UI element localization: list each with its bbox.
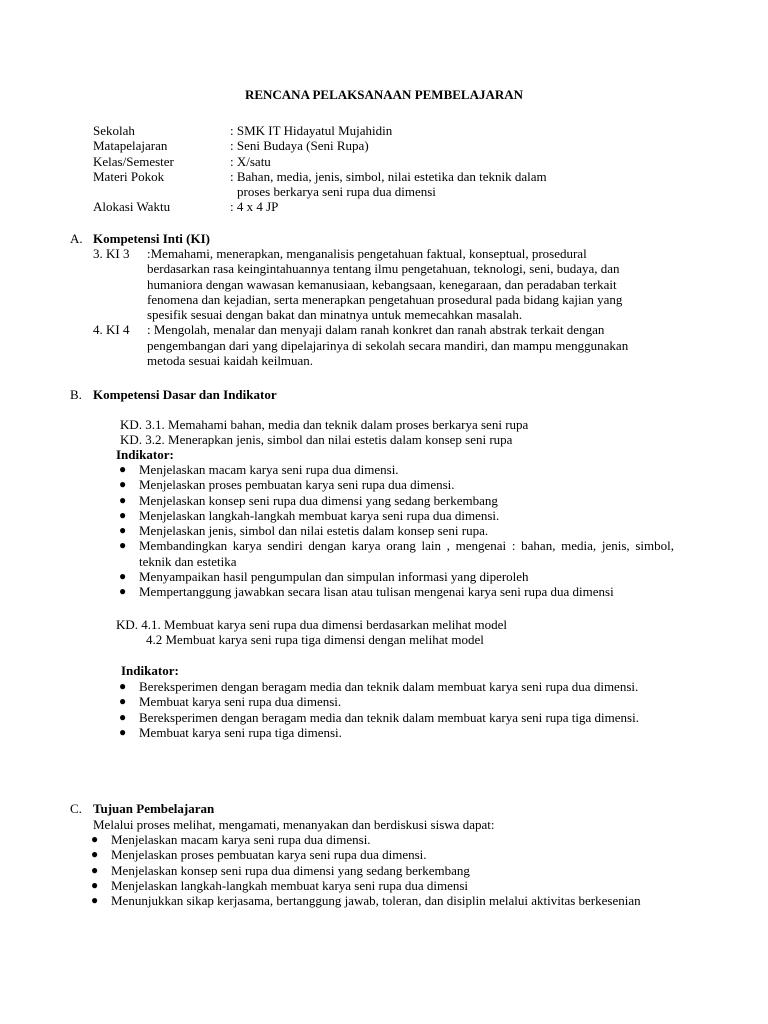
identity-label: Kelas/Semester [93,153,174,169]
bullet-icon: ● [119,492,127,507]
section-letter: A. [70,231,83,246]
section-b-heading [70,387,277,402]
list-item [88,878,674,893]
identity-row-kelas-semester [93,154,590,169]
document-title: RENCANA PELAKSANAAN PEMBELAJARAN [244,87,524,102]
section-letter: B. [70,387,82,402]
ki-number: 4. KI 4 [93,322,130,338]
section-a-heading [70,231,210,246]
bullet-icon: ● [91,832,99,846]
bullet-icon: ● [91,862,99,877]
list-item [116,710,640,725]
identity-value-continuation: proses berkarya seni rupa dua dimensi [237,184,436,200]
indikator-label: Indikator: [116,447,174,462]
bullet-icon: ● [119,462,127,476]
identity-row-matapelajaran [93,138,590,153]
list-item-text: Menjelaskan macam karya seni rupa dua dimensi. [139,462,399,477]
ki-text-line: metoda sesuai kaidah keilmuan. [147,353,314,369]
indikator-label: Indikator: [121,663,179,678]
list-item-text: Membandingkan karya sendiri dengan karya orang lain , mengenai : bahan, media, jenis, simbol, teknik dan estetika [139,538,674,569]
list-item-text: Membuat karya seni rupa tiga dimensi. [139,724,342,740]
kd-3-1: KD. 3.1. Memahami bahan, media dan teknik dalam proses berkarya seni rupa [120,417,529,432]
list-item-text: Mempertanggung jawabkan secara lisan atau tulisan mengenai karya seni rupa dua dimensi [139,584,614,600]
ki-number: 3. KI 3 [93,246,130,261]
indikator-list-1 [116,462,674,600]
ki-text [147,322,675,368]
bullet-icon: ● [91,877,99,892]
list-item-text: Membuat karya seni rupa dua dimensi. [139,694,342,710]
list-item-text: Menjelaskan macam karya seni rupa dua dimensi. [111,832,371,847]
list-item-text: Bereksperimen dengan beragam media dan teknik dalam membuat karya seni rupa tiga dimensi. [139,709,639,725]
tujuan-list [88,832,674,908]
bullet-icon: ● [119,569,127,584]
list-item [116,508,674,523]
tujuan-intro: Melalui proses melihat, mengamati, menanyakan dan berdiskusi siswa dapat: [93,817,495,832]
list-item [88,847,674,862]
kd-3-2: KD. 3.2. Menerapkan jenis, simbol dan nilai estetis dalam konsep seni rupa [120,432,513,448]
identity-value: : Seni Budaya (Seni Rupa) [230,138,369,154]
list-item-text: Bereksperimen dengan beragam media dan teknik dalam membuat karya seni rupa dua dimensi. [139,679,639,694]
list-item [88,893,674,908]
bullet-icon: ● [119,584,127,599]
identity-label: Alokasi Waktu [93,199,171,215]
kd-3-group [120,417,528,448]
list-item-text: Menjelaskan langkah-langkah membuat karya seni rupa dua dimensi. [139,507,500,523]
identity-row-materi-pokok [93,169,590,200]
list-item [88,863,674,878]
bullet-icon: ● [119,679,127,693]
list-item-text: Menjelaskan langkah-langkah membuat karya seni rupa dua dimensi [111,877,469,893]
ki-4 [93,322,675,368]
list-item [116,679,640,694]
section-title: Tujuan Pembelajaran [93,801,215,816]
ki-list [93,246,675,368]
identity-value-line: : Bahan, media, jenis, simbol, nilai estetika dan teknik dalam [230,168,547,184]
identity-value: : X/satu [230,153,271,169]
bullet-icon: ● [119,724,127,739]
identity-value [230,169,590,200]
list-item [116,462,674,477]
section-title: Kompetensi Inti (KI) [93,231,210,246]
ki-text-line: fenomena dan kejadian, serta menerapkan pengetahuan prosedural pada bidang kajian yang [147,291,623,307]
identity-table [93,123,590,215]
bullet-icon: ● [119,709,127,724]
list-item [116,569,674,584]
list-item [116,523,674,538]
section-letter: C. [70,801,82,816]
list-item-text: Menjelaskan konsep seni rupa dua dimensi yang sedang berkembang [111,862,470,878]
ki-text [147,246,675,322]
identity-label: Matapelajaran [93,138,168,154]
ki-text-line: humaniora dengan wawasan kemanusiaan, kebangsaan, kenegaraan, dan peradaban terkait [147,276,617,292]
ki-text-line: spesifik sesuai dengan bakat dan minatnya untuk memecahkan masalah. [147,307,523,323]
identity-label: Sekolah [93,123,135,138]
ki-3 [93,246,675,322]
list-item [116,493,674,508]
list-item [116,584,674,599]
list-item [116,538,674,569]
list-item-text: Menjelaskan konsep seni rupa dua dimensi yang sedang berkembang [139,492,498,508]
ki-text-line: berdasarkan rasa keingintahuannya tentang ilmu pengetahuan, teknologi, seni, budaya, dan [147,261,620,277]
bullet-icon: ● [119,523,127,538]
bullet-icon: ● [119,538,127,553]
list-item-text: Menjelaskan jenis, simbol dan nilai estetis dalam konsep seni rupa. [139,523,489,539]
section-c-heading [70,801,214,816]
kd-4-1: KD. 4.1. Membuat karya seni rupa dua dimensi berdasarkan melihat model [116,617,507,632]
indikator-list-2 [116,679,640,740]
list-item-text: Menjelaskan proses pembuatan karya seni rupa dua dimensi. [139,477,455,493]
bullet-icon: ● [119,694,127,709]
identity-label: Materi Pokok [93,168,165,184]
list-item [116,694,640,709]
ki-text-line: pengembangan dari yang dipelajarinya di sekolah secara mandiri, dan mampu menggunakan [147,337,629,353]
identity-value: : 4 x 4 JP [230,199,279,215]
list-item-text: Menyampaikan hasil pengumpulan dan simpulan informasi yang diperoleh [139,569,529,585]
list-item-text: Menunjukkan sikap kerjasama, bertanggung jawab, toleran, dan disiplin melalui aktivitas berkesenian [111,893,641,909]
section-title: Kompetensi Dasar dan Indikator [93,387,277,402]
bullet-icon: ● [91,893,99,908]
list-item-text: Menjelaskan proses pembuatan karya seni rupa dua dimensi. [111,847,427,863]
list-item [116,477,674,492]
bullet-icon: ● [119,477,127,492]
identity-row-alokasi-waktu [93,199,590,214]
ki-text-line: : Mengolah, menalar dan menyaji dalam ranah konkret dan ranah abstrak terkait dengan [147,322,605,338]
list-item [88,832,674,847]
bullet-icon: ● [119,507,127,522]
identity-row-sekolah [93,123,590,138]
bullet-icon: ● [91,847,99,862]
kd-4-2: 4.2 Membuat karya seni rupa tiga dimensi dengan melihat model [146,632,484,647]
ki-text-line: :Memahami, menerapkan, menganalisis pengetahuan faktual, konseptual, prosedural [147,246,587,261]
identity-value: : SMK IT Hidayatul Mujahidin [230,123,393,138]
list-item [116,725,640,740]
